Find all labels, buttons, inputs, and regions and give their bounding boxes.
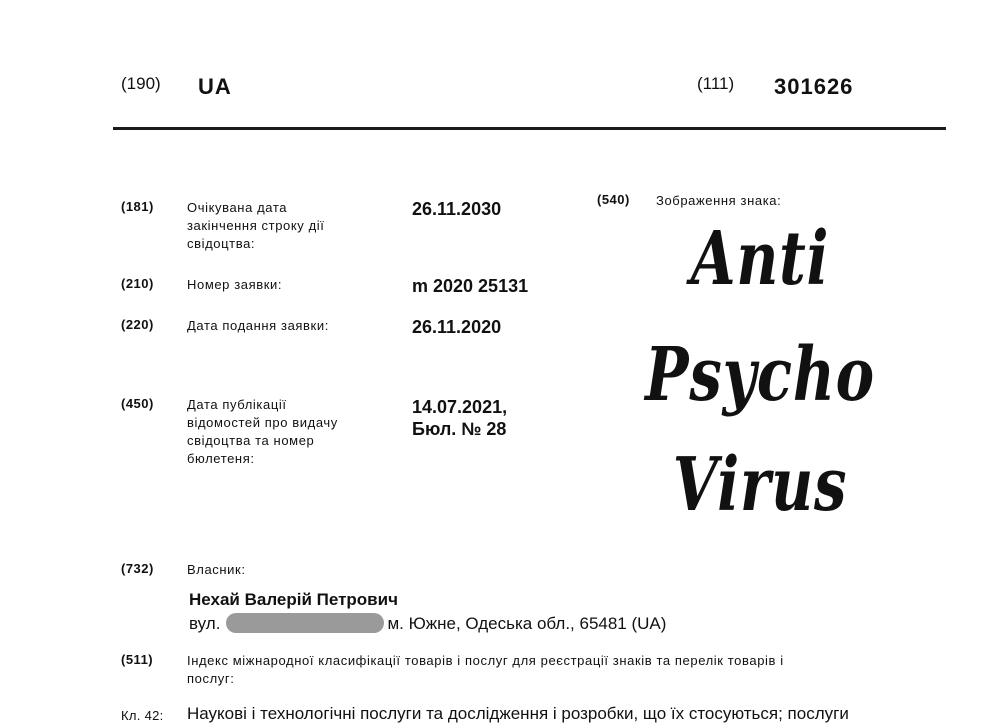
field-code: (450) bbox=[121, 396, 154, 411]
trademark-image-line-2: Psycho bbox=[645, 332, 875, 418]
field-code: (210) bbox=[121, 276, 154, 291]
field-label: Очікувана дата закінчення строку дії свідоцтва: bbox=[187, 200, 325, 251]
trademark-image-line-3: Virus bbox=[672, 442, 848, 528]
mark-label: Зображення знака: bbox=[656, 193, 782, 208]
field-value: m 2020 25131 bbox=[412, 276, 529, 296]
registration-number-code: (111) bbox=[697, 74, 735, 93]
redacted-street bbox=[226, 613, 384, 633]
registration-number: 301626 bbox=[774, 74, 854, 99]
owner-code: (732) bbox=[121, 561, 154, 576]
field-label: Номер заявки: bbox=[187, 277, 283, 292]
owner-address bbox=[189, 613, 666, 634]
header-divider bbox=[113, 127, 946, 130]
classification-label: Індекс міжнародної класифікації товарів і послуг для реєстрації знаків та перелік товарів і послуг: bbox=[187, 653, 784, 686]
goods-text: Наукові і технологічні послуги та дослідження і розробки, що їх стосуються; послуги bbox=[187, 704, 849, 723]
field-value: 14.07.2021, Бюл. № 28 bbox=[412, 397, 508, 439]
field-code: (220) bbox=[121, 317, 154, 332]
country: UA bbox=[198, 74, 232, 99]
classification-code: (511) bbox=[121, 652, 154, 667]
field-value: 26.11.2030 bbox=[412, 199, 502, 219]
address-prefix: вул. bbox=[189, 614, 221, 633]
field-value: 26.11.2020 bbox=[412, 317, 502, 337]
field-label: Дата подання заявки: bbox=[187, 318, 329, 333]
owner-name: Нехай Валерій Петрович bbox=[189, 590, 398, 609]
goods-class-label: Кл. 42: bbox=[121, 708, 164, 723]
field-label: Дата публікації відомостей про видачу свідоцтва та номер бюлетеня: bbox=[187, 397, 338, 466]
owner-label: Власник: bbox=[187, 562, 246, 577]
country-code: (190) bbox=[121, 74, 161, 93]
field-code: (181) bbox=[121, 199, 154, 214]
trademark-image-line-1: Anti bbox=[690, 216, 830, 302]
address-rest: м. Южне, Одеська обл., 65481 (UA) bbox=[387, 614, 667, 633]
mark-code: (540) bbox=[597, 192, 630, 207]
